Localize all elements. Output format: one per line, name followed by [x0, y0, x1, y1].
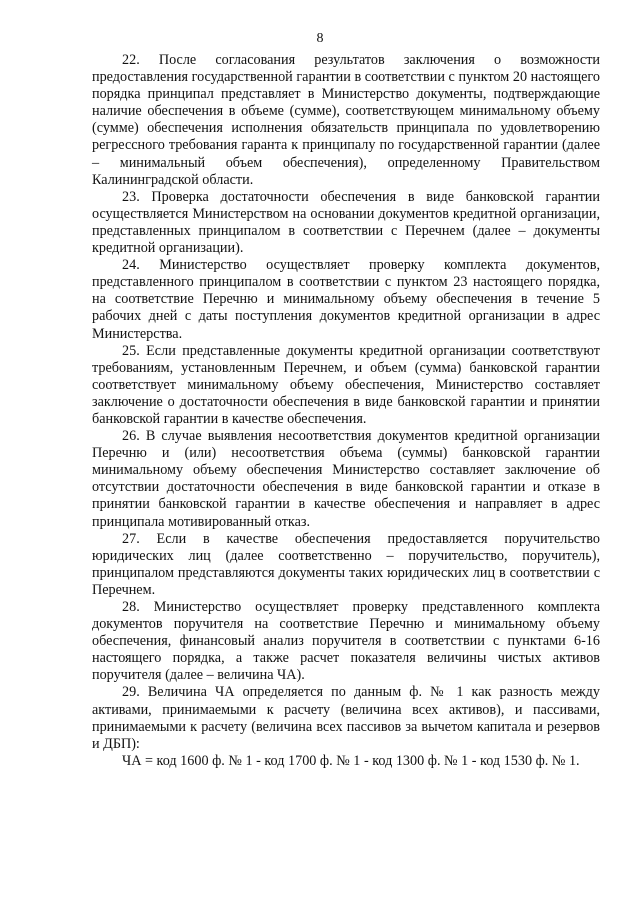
paragraph-27: 27. Если в качестве обеспечения предоставляется поручительство юридических лиц (далее соответственно – поручительство, поручитель), принципалом представляются документы таких юридических лиц в соответствии с Перечнем. [92, 530, 600, 598]
paragraph-26: 26. В случае выявления несоответствия документов кредитной организации Перечню и (или) несоответствия объема (суммы) банковской гарантии минимальному объему обеспечения Министерство составляет заключение об отсутствии достаточности обеспечения в виде банковской гарантии и отказе в принятии банковской гарантии в качестве обеспечения и направляет в адрес принципала мотивированный отказ. [92, 428, 600, 530]
paragraph-23: 23. Проверка достаточности обеспечения в виде банковской гарантии осуществляется Министерством на основании документов кредитной организации, представленных принципалом в соответствии с Перечнем (далее – документы кредитной организации). [92, 188, 600, 257]
paragraph-24: 24. Министерство осуществляет проверку комплекта документов, представленного принципалом в соответствии с пунктом 23 настоящего порядка, на соответствие Перечню и минимальному объему обеспечения в течение 5 рабочих дней с даты поступления документов кредитной организации в адрес Министерства. [92, 257, 600, 342]
paragraph-25: 25. Если представленные документы кредитной организации соответствуют требованиям, установленным Перечнем, и объем (сумма) банковской гарантии соответствует минимальному объему обеспечения, Министерство составляет заключение о достаточности обеспечения в виде банковской гарантии и принятии банковской гарантии в качестве обеспечения. [92, 342, 600, 427]
paragraph-29: 29. Величина ЧА определяется по данным ф. № 1 как разность между активами, принимаемыми к расчету (величина всех активов), и пассивами, принимаемыми к расчету (величина всех пассивов за вычетом капитала и резервов и ДБП): [92, 684, 600, 752]
paragraph-22: 22. После согласования результатов заключения о возможности предоставления государственной гарантии в соответствии с пунктом 20 настоящего порядка принципал представляет в Министерство документы, подтверждающие наличие обеспечения в объеме (сумме), соответствующем минимальному объему (сумме) обеспечения исполнения обязательств принципала по удовлетворению регрессного требования гаранта к принципалу по государственной гарантии (далее – минимальный объем обеспечения), определенному Правительством Калининградской области. [92, 52, 600, 188]
net-assets-formula: ЧА = код 1600 ф. № 1 - код 1700 ф. № 1 - код 1300 ф. № 1 - код 1530 ф. № 1. [122, 752, 580, 769]
page-number: 8 [316, 31, 324, 46]
paragraph-28: 28. Министерство осуществляет проверку представленного комплекта документов поручителя на соответствие Перечню и минимальному объему обеспечения, финансовый анализ поручителя в соответствии с пунктами 6-16 настоящего порядка, а также расчет показателя величины чистых активов поручителя (далее – величина ЧА). [92, 599, 600, 684]
document-body [92, 52, 600, 770]
